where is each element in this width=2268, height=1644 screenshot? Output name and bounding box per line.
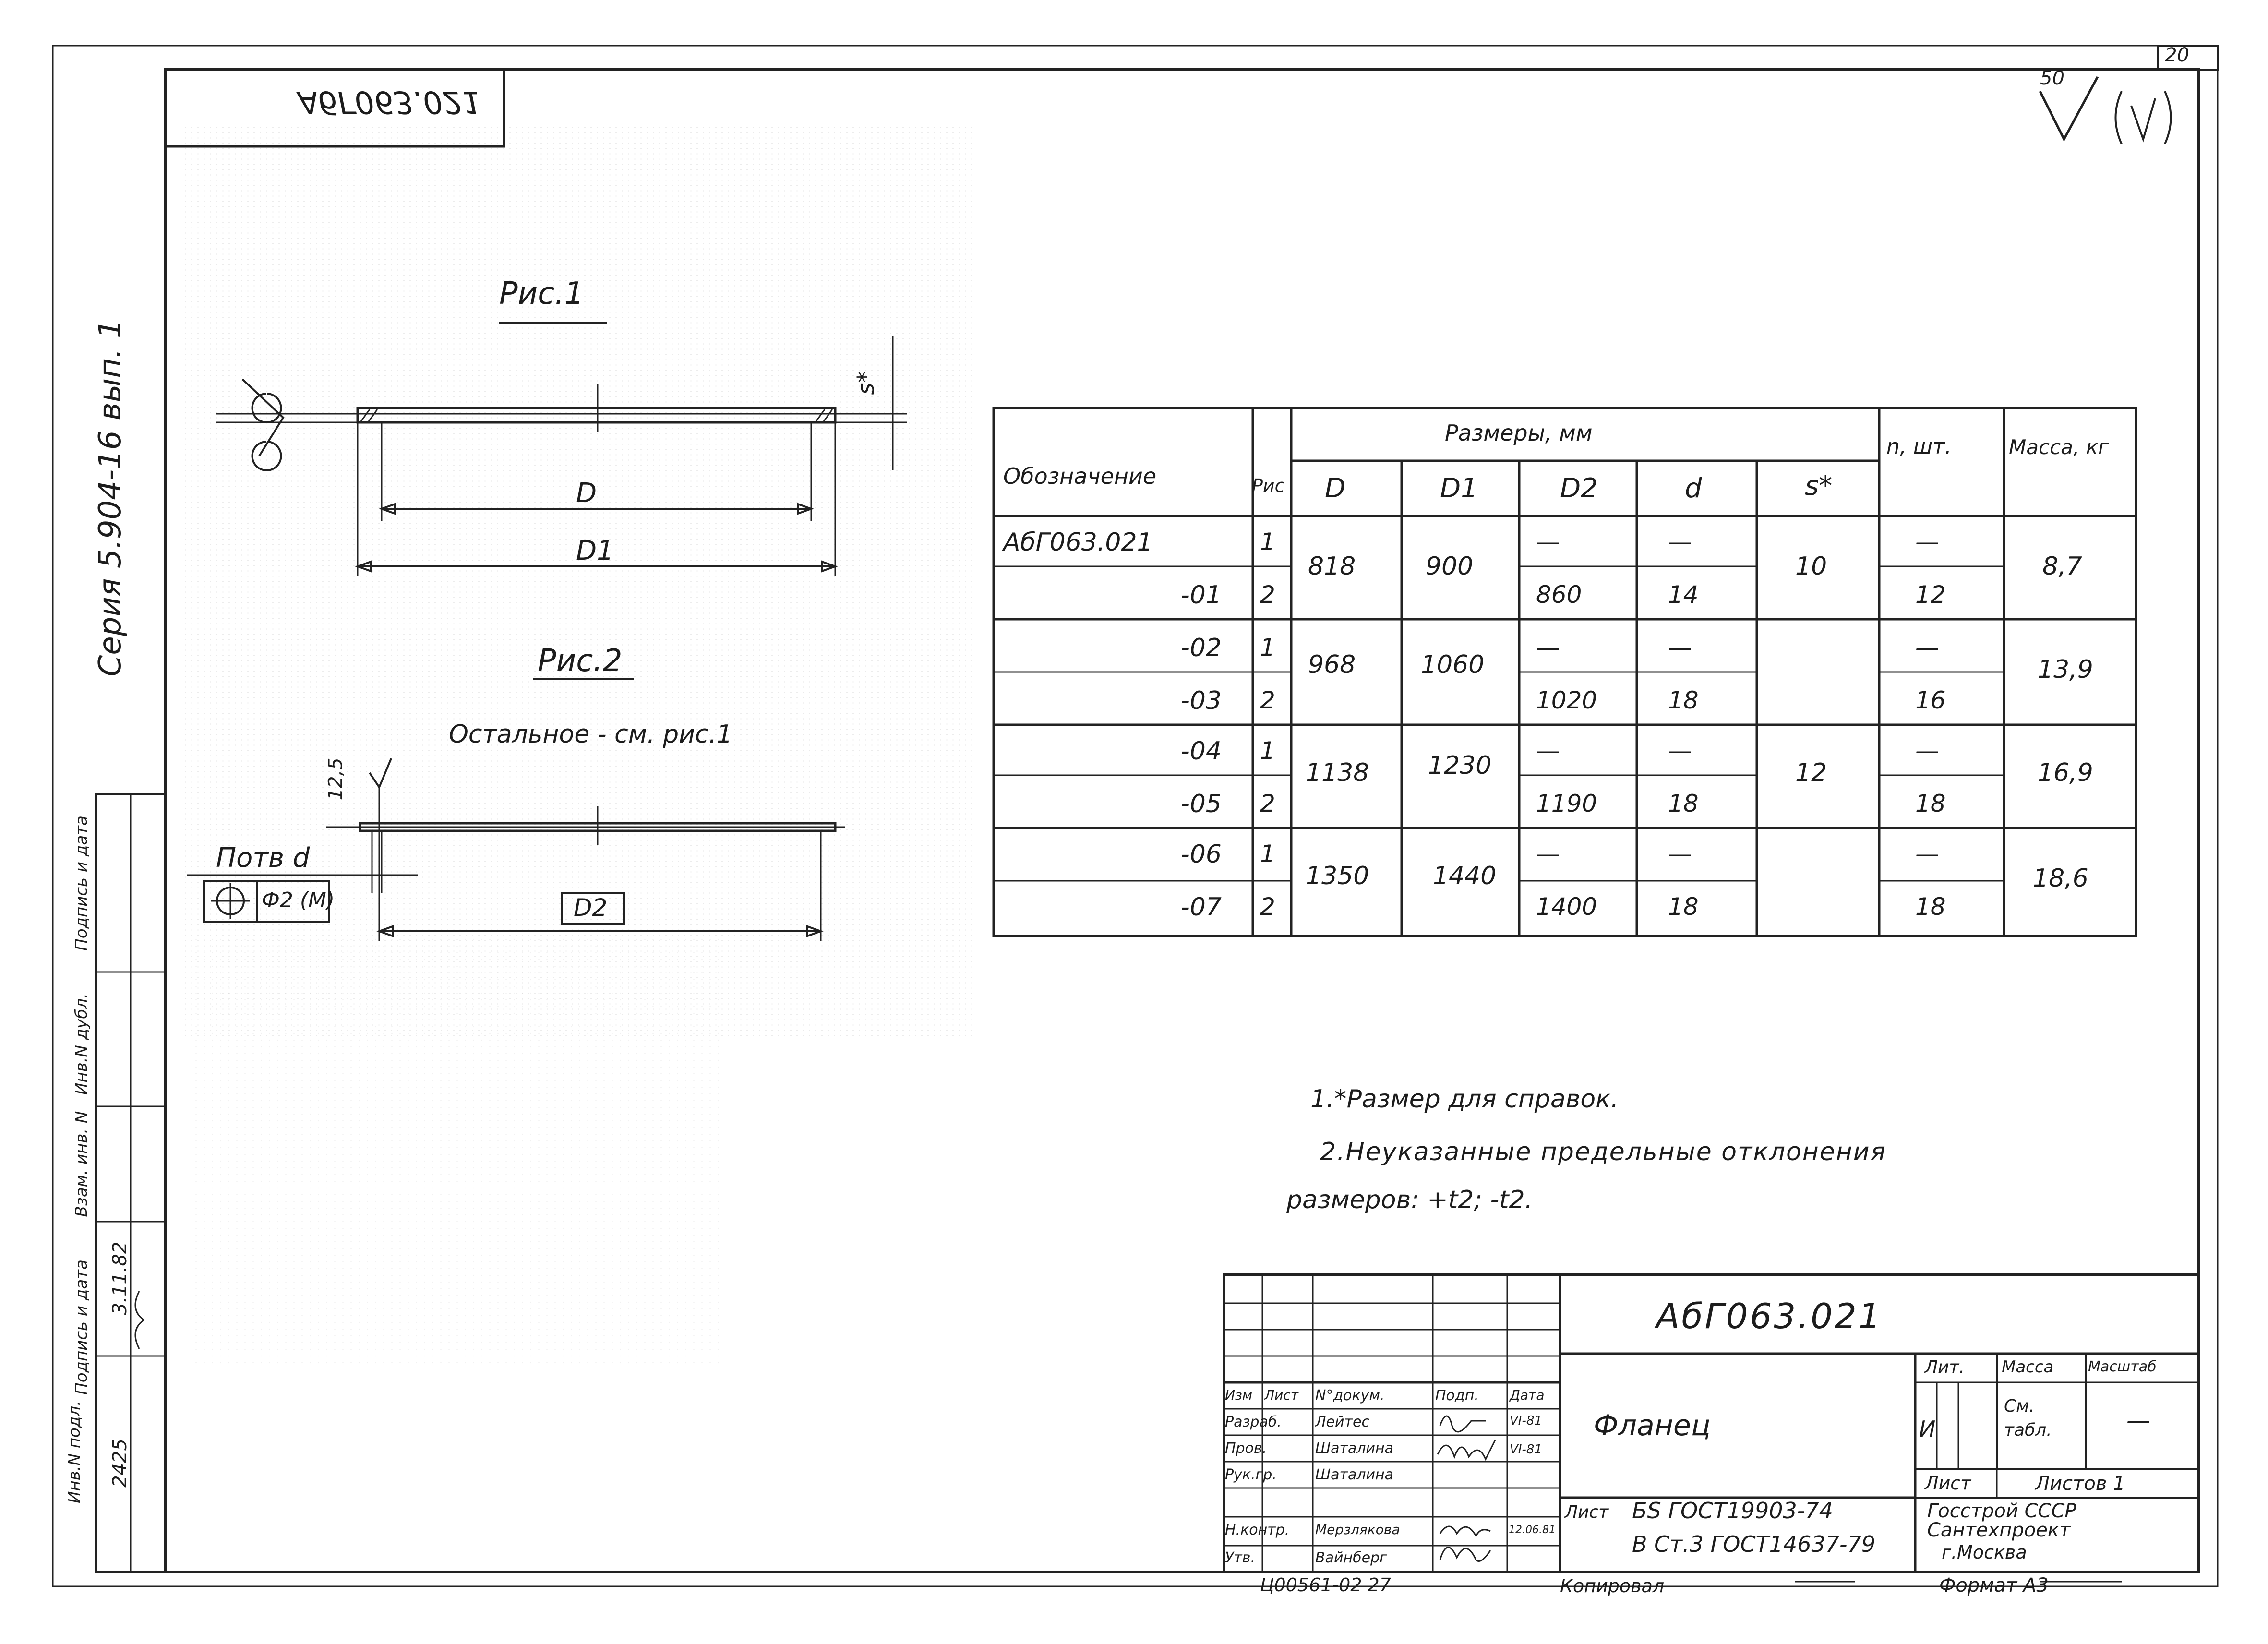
stamp-sign-date-2: Подпись и дата	[72, 816, 91, 951]
cell-mass: 8,7	[2042, 552, 2082, 581]
cell-n: —	[1915, 737, 1939, 765]
cell-designation: АбГ063.021	[1003, 528, 1153, 557]
tb-material-1: БS ГОСТ19903-74	[1632, 1498, 1833, 1524]
cell-designation: -01	[1181, 581, 1222, 610]
signature-stroke	[1440, 1548, 1490, 1561]
cell-d: —	[1668, 528, 1692, 556]
stamp-sign-value: 3.11.82	[109, 1241, 131, 1315]
tb-lit-label: Лит.	[1925, 1357, 1965, 1377]
table-subheader: D1	[1440, 473, 1478, 504]
tb-scale-value: —	[2126, 1406, 2150, 1434]
tb-lit-value: И	[1919, 1416, 1936, 1442]
cell-designation: -03	[1181, 686, 1222, 715]
cell-fig: 1	[1260, 737, 1275, 765]
tb-role: Н.контр.	[1225, 1522, 1290, 1538]
fig1-title: Рис.1	[499, 276, 584, 312]
fig2-tolerance: Ф2 (М)	[262, 888, 335, 912]
sheet-number: 20	[2165, 44, 2189, 66]
sheet-format: Формат А3	[1939, 1574, 2049, 1596]
cell-fig: 2	[1260, 893, 1275, 921]
table-subheader: D2	[1560, 473, 1598, 504]
tb-mass-value: См. табл.	[2004, 1396, 2052, 1440]
cell-D2: —	[1536, 634, 1560, 661]
cell-mass: 13,9	[2038, 655, 2093, 684]
cell-D2: 1190	[1536, 790, 1597, 817]
cell-n: 16	[1915, 686, 1946, 714]
cell-n: 12	[1915, 581, 1946, 609]
cell-fig: 1	[1260, 634, 1275, 661]
table-subheader: d	[1685, 473, 1702, 504]
title-block-code: АбГ063.021	[1656, 1296, 1883, 1336]
cell-designation: -06	[1181, 840, 1222, 869]
tb-org-3: г.Москва	[1942, 1542, 2027, 1563]
cell-fig: 1	[1260, 840, 1275, 868]
signature-stroke	[1438, 1440, 1495, 1459]
cell-n: —	[1915, 634, 1939, 661]
bottom-code: Ц00561-02 27	[1260, 1574, 1391, 1596]
cell-d: —	[1668, 634, 1692, 661]
fig2-roughness: 12,5	[324, 757, 347, 801]
cell-D1: 1230	[1428, 751, 1492, 780]
fig2-title: Рис.2	[538, 643, 623, 679]
table-header-sizes: Размеры, мм	[1445, 420, 1593, 446]
signature-stroke	[1440, 1526, 1490, 1536]
cell-fig: 2	[1260, 686, 1275, 714]
cell-fig: 1	[1260, 528, 1275, 556]
cell-D1: 900	[1426, 552, 1474, 581]
cell-d: —	[1668, 840, 1692, 868]
cell-designation: -04	[1181, 737, 1222, 766]
cell-designation: -07	[1181, 893, 1222, 922]
table-header-n: n, шт.	[1886, 434, 1952, 459]
cell-designation: -02	[1181, 634, 1222, 662]
fig1-dim-d: D	[576, 478, 597, 509]
note-1: 1.*Размер для справок.	[1310, 1085, 1619, 1114]
tb-date: VI-81	[1510, 1414, 1542, 1428]
table-header-fig: Рис	[1252, 475, 1285, 496]
tb-col-header: Изм	[1225, 1387, 1252, 1403]
cell-D: 968	[1308, 650, 1356, 679]
roughness-value: 50	[2040, 67, 2064, 89]
signature-stroke	[135, 1291, 144, 1349]
cell-D: 1350	[1306, 862, 1369, 890]
cell-D: 1138	[1306, 758, 1369, 787]
cell-mass: 16,9	[2038, 758, 2093, 787]
cell-d: 18	[1668, 686, 1699, 714]
tb-staff-name: Шаталина	[1315, 1440, 1393, 1457]
cell-s: 10	[1795, 552, 1827, 581]
mirrored-code: АбГ063.021	[298, 84, 482, 120]
fig1-dim-d1: D1	[576, 535, 614, 566]
cell-designation: -05	[1181, 790, 1222, 818]
cell-n: 18	[1915, 790, 1946, 817]
cell-D1: 1060	[1421, 650, 1485, 679]
title-block-name: Фланец	[1594, 1409, 1711, 1442]
cell-D1: 1440	[1433, 862, 1497, 890]
tb-sheet-label: Лист	[1925, 1473, 1971, 1494]
tb-staff-name: Шаталина	[1315, 1466, 1393, 1483]
tb-mass-label: Масса	[2002, 1357, 2054, 1377]
cell-d: 18	[1668, 893, 1699, 921]
stamp-inv-value: 2425	[109, 1439, 131, 1488]
copied-by: Копировал	[1560, 1575, 1665, 1596]
cell-d: 18	[1668, 790, 1699, 817]
tb-date: 12.06.81	[1509, 1524, 1556, 1536]
cell-D2: 1400	[1536, 893, 1597, 921]
tb-org-2: Сантехпроект	[1927, 1519, 2071, 1541]
cell-n: —	[1915, 528, 1939, 556]
series-label: Серия 5.904-16 вып. 1	[93, 319, 128, 677]
tb-col-header: Дата	[1510, 1387, 1545, 1403]
note-3: размеров: +t2; -t2.	[1286, 1186, 1533, 1214]
cell-n: —	[1915, 840, 1939, 868]
stamp-inv-dup: Инв.N дубл.	[72, 993, 91, 1095]
cell-D: 818	[1308, 552, 1356, 581]
fig2-note: Остальное - см. рис.1	[449, 720, 733, 749]
fig2-hole-label: Потв d	[216, 842, 310, 874]
note-2: 2.Неуказанные предельные отклонения	[1320, 1138, 1886, 1166]
table-subheader: s*	[1805, 470, 1833, 502]
cell-fig: 2	[1260, 581, 1275, 609]
table-header-mass: Масса, кг	[2009, 435, 2109, 459]
tb-col-header: N°докум.	[1315, 1387, 1385, 1404]
tb-material-2: В Ст.3 ГОСТ14637-79	[1632, 1531, 1876, 1557]
cell-D2: 860	[1536, 581, 1582, 609]
stamp-inv-orig: Инв.N подл.	[65, 1401, 84, 1503]
cell-D2: 1020	[1536, 686, 1597, 714]
cell-D2: —	[1536, 528, 1560, 556]
stamp-sign-date: Подпись и дата	[72, 1260, 91, 1395]
tb-material-label: Лист	[1565, 1502, 1609, 1522]
tb-role: Рук.гр.	[1225, 1466, 1277, 1483]
fig2-dim-d2: D2	[574, 894, 608, 922]
cell-d: —	[1668, 737, 1692, 765]
tb-staff-name: Вайнберг	[1315, 1549, 1387, 1566]
tb-col-header: Лист	[1264, 1387, 1298, 1403]
tb-role: Утв.	[1225, 1549, 1255, 1566]
tb-col-header: Подп.	[1435, 1387, 1479, 1404]
tb-role: Пров.	[1225, 1440, 1267, 1457]
cell-D2: —	[1536, 840, 1560, 868]
tb-sheets-label: Листов 1	[2035, 1473, 2125, 1495]
tb-staff-name: Мерзлякова	[1315, 1522, 1400, 1537]
cell-d: 14	[1668, 581, 1699, 609]
tb-role: Разраб.	[1225, 1414, 1282, 1430]
cell-fig: 2	[1260, 790, 1275, 817]
tb-date: VI-81	[1510, 1442, 1542, 1457]
tb-org-1: Госстрой СССР	[1927, 1500, 2076, 1522]
fig1-dim-s: s*	[852, 371, 880, 395]
cell-mass: 18,6	[2033, 864, 2088, 893]
tb-scale-label: Масштаб	[2088, 1358, 2157, 1375]
cell-D2: —	[1536, 737, 1560, 765]
stamp-replaces: Взам. инв. N	[72, 1111, 91, 1217]
signature-stroke	[1440, 1416, 1486, 1432]
cell-n: 18	[1915, 893, 1946, 921]
cell-s: 12	[1795, 758, 1827, 787]
table-header-designation: Обозначение	[1003, 463, 1157, 489]
tb-staff-name: Лейтес	[1315, 1414, 1369, 1430]
table-subheader: D	[1325, 473, 1346, 504]
